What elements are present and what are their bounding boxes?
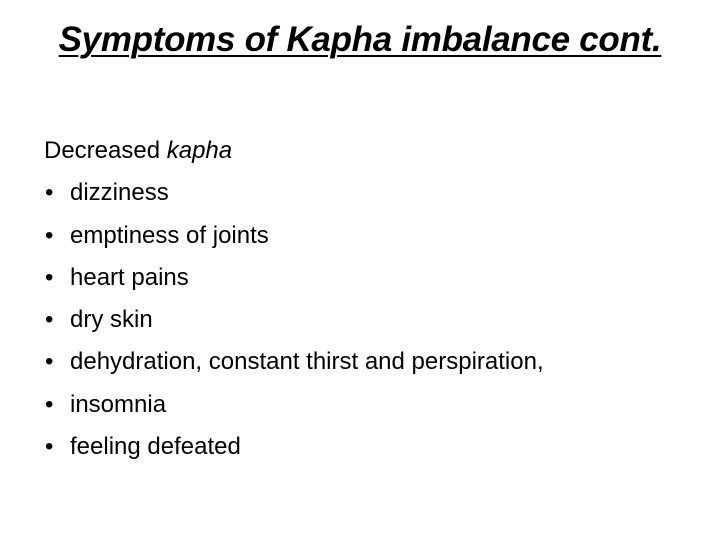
- list-item: [44, 215, 704, 257]
- bullet-icon: •: [45, 263, 54, 291]
- bullet-icon: •: [45, 179, 54, 207]
- list-item-text: dehydration, constant thirst and perspiration,: [70, 348, 544, 376]
- slide-body: [44, 130, 704, 468]
- list-item: [44, 341, 704, 383]
- list-item: [44, 172, 704, 214]
- list-item: [44, 299, 704, 341]
- list-item-text: dry skin: [70, 306, 153, 334]
- list-item-text: heart pains: [70, 263, 189, 291]
- symptom-list: [44, 172, 704, 468]
- subheading-prefix: Decreased: [44, 137, 167, 164]
- list-item-text: feeling defeated: [70, 433, 241, 461]
- bullet-icon: •: [45, 221, 54, 249]
- bullet-icon: •: [45, 306, 54, 334]
- section-subheading: [44, 130, 704, 172]
- list-item: [44, 257, 704, 299]
- list-item-text: emptiness of joints: [70, 221, 269, 249]
- list-item-text: dizziness: [70, 179, 169, 207]
- list-item: [44, 384, 704, 426]
- list-item: [44, 426, 704, 468]
- bullet-icon: •: [45, 433, 54, 461]
- list-item-text: insomnia: [70, 390, 167, 418]
- bullet-icon: •: [45, 390, 54, 418]
- subheading-emphasis: kapha: [166, 137, 233, 164]
- slide-title: Symptoms of Kapha imbalance cont.: [58, 20, 662, 59]
- bullet-icon: •: [45, 348, 54, 376]
